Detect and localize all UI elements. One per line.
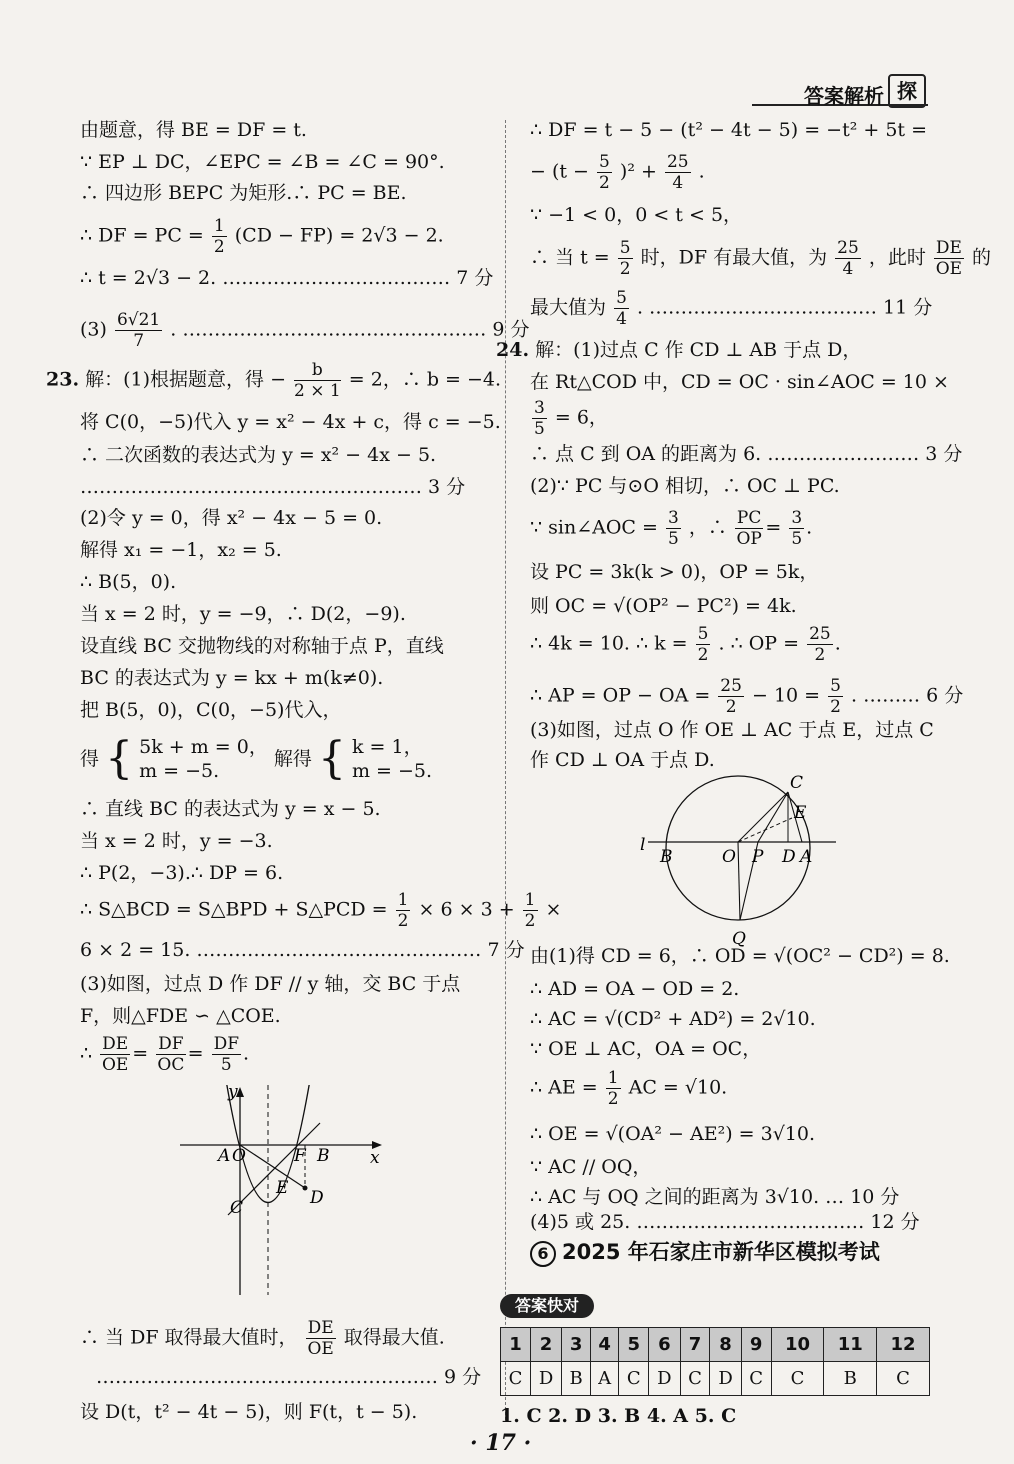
- answer-number: 6: [649, 1328, 680, 1362]
- denominator: 5: [534, 419, 545, 439]
- system-row: m = −5.: [139, 760, 220, 782]
- answer-letter: C: [501, 1362, 531, 1396]
- text-segment: ∴ DF = PC =: [80, 224, 204, 247]
- text-line: ……………………………………………… 9 分: [96, 1366, 482, 1388]
- text-segment: ∴ 当 DF 取得最大值时，: [80, 1326, 298, 1349]
- numerator: DE: [307, 1318, 334, 1338]
- text-line: (4)5 或 25. ……………………………… 12 分: [530, 1211, 920, 1233]
- answer-letter: C: [877, 1362, 930, 1396]
- question-number: 24.: [496, 339, 530, 361]
- segment-oq: [738, 842, 740, 920]
- formula-line: [80, 216, 444, 257]
- numerator: 5: [830, 676, 841, 696]
- numerator: 3: [667, 508, 679, 528]
- formula-line: [530, 288, 932, 329]
- answer-letter: C: [680, 1362, 710, 1396]
- denominator: 2: [619, 259, 631, 279]
- text-segment: 得: [80, 748, 100, 770]
- answer-number: 10: [771, 1328, 824, 1362]
- numerator: 6√21: [116, 310, 161, 330]
- text-segment: AC = √10.: [628, 1076, 728, 1099]
- label-d: D: [782, 847, 796, 867]
- text-line: ∴ t = 2√3 − 2. ……………………………… 7 分: [80, 267, 494, 289]
- text-line: ∴ DF = t − 5 − (t² − 4t − 5) = −t² + 5t =: [530, 119, 928, 141]
- answer-number: 5: [619, 1328, 649, 1362]
- text-line: 作 CD ⊥ OA 于点 D.: [530, 749, 715, 771]
- fraction: [100, 1034, 130, 1075]
- answer-summary-line: 1. C 2. D 3. B 4. A 5. C: [500, 1405, 737, 1427]
- text-segment: ∴ AP = OP − OA =: [530, 684, 711, 707]
- label-f: F: [294, 1146, 306, 1166]
- text-segment: 的: [971, 246, 991, 269]
- label-p: P: [752, 847, 764, 867]
- text-line: ∴ 直线 BC 的表达式为 y = x − 5.: [80, 798, 381, 820]
- formula-line: ∴ 4k = 10. ∴ k = $\frac{5}{2}$ . ∴ OP = $\frac{25}{2}$ .: [530, 624, 841, 665]
- numerator: DE: [935, 238, 962, 258]
- numerator: 5: [697, 624, 709, 644]
- answer-letter: C: [741, 1362, 771, 1396]
- label-c: C: [230, 1198, 244, 1218]
- denominator: OP: [736, 529, 762, 549]
- fraction: [597, 152, 612, 193]
- text-line: 解得 x₁ = −1，x₂ = 5.: [80, 539, 282, 561]
- formula-line: [80, 890, 561, 931]
- formula-line: ∵ sin∠AOC = $\frac{3}{5}$ ，∴ $\frac{PC}{OP}$ = $\frac{3}{5}$ .: [530, 508, 813, 549]
- answer-letter: B: [562, 1362, 591, 1396]
- answer-number-row: [501, 1328, 930, 1362]
- system-rows: [352, 735, 432, 783]
- text-line: ∴ B(5，0).: [80, 571, 177, 593]
- text-segment: ∵ sin∠AOC =: [530, 516, 658, 539]
- formula-line: [530, 238, 991, 279]
- numerator: 25: [837, 238, 859, 258]
- denominator: OE: [935, 259, 963, 279]
- text-line: ∵ OE ⊥ AC，OA = OC，: [530, 1038, 762, 1060]
- text-segment: 最大值为: [530, 296, 607, 319]
- fraction: [523, 890, 538, 931]
- label-c: C: [790, 773, 804, 793]
- denominator: 2: [830, 697, 841, 717]
- text-line: 设 PC = 3k(k > 0)，OP = 5k，: [530, 561, 819, 583]
- denominator: 2: [524, 911, 536, 931]
- label-q: Q: [732, 929, 746, 949]
- system-row: m = −5.: [351, 760, 433, 782]
- numerator: PC: [736, 508, 762, 528]
- text-segment: 时，DF 有最大值，为: [640, 246, 828, 269]
- numerator: 5: [599, 152, 610, 172]
- text-line: 设直线 BC 交抛物线的对称轴于点 P，直线: [80, 635, 444, 657]
- text-segment: − 10 =: [751, 684, 821, 707]
- text-segment: × 6 × 3 +: [418, 898, 515, 921]
- brace-icon: {: [105, 733, 134, 784]
- text-line: 设 D(t，t² − 4t − 5)，则 F(t，t − 5).: [80, 1401, 418, 1423]
- denominator: 2: [213, 237, 225, 257]
- text-segment: −: [530, 160, 546, 183]
- brand-logo: 探: [888, 74, 926, 108]
- answer-letter: B: [824, 1362, 877, 1396]
- numerator: 1: [213, 216, 225, 236]
- numerator: 3: [791, 508, 803, 528]
- label-o: O: [232, 1146, 246, 1166]
- fraction: [835, 238, 861, 279]
- denominator: 2: [725, 697, 737, 717]
- text-segment: 解：(1)过点 C 作 CD ⊥ AB 于点 D，: [535, 339, 862, 361]
- answer-letter: C: [619, 1362, 649, 1396]
- denominator: 5: [220, 1055, 232, 1075]
- answer-letter: C: [771, 1362, 824, 1396]
- text-line: ∴ OE = √(OA² − AE²) = 3√10.: [530, 1123, 816, 1145]
- label-b: B: [660, 847, 673, 867]
- text-line: ……………………………………………… 3 分: [80, 476, 466, 498]
- text-segment: 解得: [273, 748, 312, 770]
- denominator: 2: [814, 645, 826, 665]
- text-segment: = 2，∴ b = −4.: [348, 368, 502, 391]
- answer-number: 7: [680, 1328, 710, 1362]
- fraction: [212, 1034, 241, 1075]
- numerator: 3: [534, 398, 545, 418]
- answer-letter: D: [530, 1362, 561, 1396]
- label-b: B: [317, 1146, 330, 1166]
- text-segment: (3): [80, 318, 107, 341]
- brace-icon: {: [317, 733, 346, 784]
- header-title: 答案解析: [804, 84, 884, 108]
- text-segment: ∴ 当 t =: [530, 246, 610, 269]
- denominator: 2: [607, 1089, 619, 1109]
- text-line: 6 × 2 = 15. ……………………………………… 7 分: [80, 939, 525, 961]
- denominator: 4: [672, 173, 684, 193]
- text-segment: ∴: [80, 1042, 93, 1065]
- question-23-start: [46, 360, 501, 401]
- text-line: ∴ 四边形 BEPC 为矩形.∴ PC = BE.: [80, 182, 407, 204]
- fraction: [618, 238, 633, 279]
- fraction: [665, 152, 691, 193]
- text-line: 则 OC = √(OP² − PC²) = 4k.: [530, 595, 797, 617]
- denominator: 2 × 1: [294, 381, 341, 401]
- numerator: 1: [397, 890, 409, 910]
- text-segment: ∴ S△BCD = S△BPD + S△PCD =: [80, 898, 388, 921]
- fraction: [532, 398, 547, 439]
- text-line: ∵ AC // OQ，: [530, 1156, 652, 1178]
- section-title: [530, 1236, 880, 1267]
- text-line: ∴ 二次函数的表达式为 y = x² − 4x − 5.: [80, 444, 437, 466]
- text-segment: (t −: [551, 160, 589, 183]
- numerator: DE: [102, 1034, 129, 1054]
- answer-number: 3: [562, 1328, 591, 1362]
- text-segment: .: [698, 160, 705, 183]
- denominator: 5: [667, 529, 679, 549]
- numerator: DF: [158, 1034, 184, 1054]
- numerator: 25: [666, 152, 689, 172]
- text-line: (3)如图，过点 O 作 OE ⊥ AC 于点 E，过点 C: [530, 719, 934, 741]
- quick-answer-badge: 答案快对: [500, 1294, 594, 1318]
- text-line: ∴ 点 C 到 OA 的距离为 6. …………………… 3 分: [530, 443, 963, 465]
- formula-line: [530, 398, 608, 439]
- fraction: [606, 1068, 621, 1109]
- fraction: [212, 216, 227, 257]
- segment-oe: [738, 818, 792, 842]
- section-number: 6: [530, 1241, 556, 1267]
- text-line: ∴ AC = √(CD² + AD²) = 2√10.: [530, 1008, 816, 1030]
- fraction: [115, 310, 162, 351]
- system-rows: [139, 735, 268, 783]
- text-line: 将 C(0，−5)代入 y = x² − 4x + c，得 c = −5.: [80, 411, 501, 433]
- text-line: 当 x = 2 时，y = −3.: [80, 830, 273, 852]
- answer-number: 8: [710, 1328, 741, 1362]
- section-title-text: 2025 年石家庄市新华区模拟考试: [562, 1240, 880, 1264]
- denominator: 5: [791, 529, 803, 549]
- text-segment: ，∴: [688, 516, 727, 539]
- answer-number: 9: [741, 1328, 771, 1362]
- numerator: DF: [213, 1034, 239, 1054]
- text-segment: = 6，: [554, 406, 608, 429]
- formula-line: [530, 676, 963, 717]
- point-d: [303, 1186, 308, 1191]
- text-segment: . ……………………………… 11 分: [636, 296, 933, 319]
- question-number: 23.: [46, 368, 80, 391]
- denominator: 2: [599, 173, 610, 193]
- text-segment: . ……… 6 分: [851, 684, 964, 707]
- answer-number: 1: [501, 1328, 531, 1362]
- fraction: [614, 288, 629, 329]
- fraction: [666, 508, 681, 549]
- label-a: A: [218, 1146, 231, 1166]
- denominator: OC: [157, 1055, 185, 1075]
- denominator: 7: [133, 331, 145, 351]
- denominator: 4: [616, 309, 627, 329]
- fraction: [934, 238, 964, 279]
- text-line: (3)如图，过点 D 作 DF // y 轴，交 BC 于点: [80, 973, 461, 995]
- question-24-start: [496, 338, 861, 362]
- fraction: [156, 1034, 185, 1075]
- formula-line: [80, 1318, 445, 1359]
- denominator: 4: [842, 259, 854, 279]
- fraction: [718, 676, 744, 717]
- text-segment: ，此时: [868, 246, 926, 269]
- system-row: 5k + m = 0，: [139, 736, 268, 758]
- text-segment: ∴ AE =: [530, 1076, 598, 1099]
- text-line: (2)令 y = 0，得 x² − 4x − 5 = 0.: [80, 507, 383, 529]
- label-l: l: [640, 835, 646, 855]
- answer-number: 12: [877, 1328, 930, 1362]
- equation-system-line: [80, 735, 432, 787]
- fraction: [696, 624, 711, 665]
- text-segment: . ∴ OP =: [718, 632, 800, 655]
- text-line: F，则△FDE ∽ △COE.: [80, 1005, 281, 1027]
- numerator: 5: [619, 238, 631, 258]
- page-number: · 17 ·: [470, 1430, 532, 1456]
- text-line: BC 的表达式为 y = kx + m(k≠0).: [80, 667, 384, 689]
- formula-line: [530, 152, 705, 193]
- label-x: x: [370, 1148, 380, 1168]
- denominator: 2: [397, 911, 409, 931]
- text-segment: . ………………………………………… 9 分: [170, 318, 530, 341]
- formula-line: [80, 310, 530, 351]
- page-header: [752, 74, 928, 108]
- formula-line: ∴ $\frac{DE}{OE}$ = $\frac{DF}{OC}$ = $\frac{DF}{5}$ .: [80, 1034, 250, 1075]
- text-segment: )² +: [619, 160, 657, 183]
- text-segment: ×: [545, 898, 562, 921]
- text-line: 把 B(5，0)，C(0，−5)代入，: [80, 699, 342, 721]
- answer-letter: D: [649, 1362, 680, 1396]
- fraction: [306, 1318, 336, 1359]
- fraction: [807, 624, 833, 665]
- text-line: (2)∵ PC 与⊙O 相切，∴ OC ⊥ PC.: [530, 475, 840, 497]
- answer-number: 4: [590, 1328, 618, 1362]
- text-line: ∵ EP ⊥ DC，∠EPC = ∠B = ∠C = 90°.: [80, 151, 445, 173]
- text-segment: 取得最大值.: [343, 1326, 445, 1349]
- text-line: 在 Rt△COD 中，CD = OC · sin∠AOC = 10 ×: [530, 371, 949, 393]
- numerator: 5: [616, 288, 627, 308]
- label-o: O: [722, 847, 736, 867]
- answer-letter-row: [501, 1362, 930, 1396]
- formula-line: [530, 1068, 727, 1109]
- answer-number: 11: [824, 1328, 877, 1362]
- circle-figure: [640, 770, 840, 950]
- label-e: E: [794, 803, 807, 823]
- text-segment: (CD − FP) = 2√3 − 2.: [234, 224, 444, 247]
- text-line: ∴ P(2，−3).∴ DP = 6.: [80, 862, 284, 884]
- numerator: 1: [524, 890, 536, 910]
- text-line: ∴ AD = OA − OD = 2.: [530, 978, 740, 1000]
- answer-letter: A: [590, 1362, 618, 1396]
- label-d: D: [310, 1188, 324, 1208]
- denominator: OE: [101, 1055, 129, 1075]
- denominator: OE: [307, 1339, 334, 1359]
- text-segment: 解：(1)根据题意，得 −: [85, 368, 286, 391]
- system-row: k = 1，: [351, 736, 423, 758]
- answer-table: [500, 1327, 930, 1396]
- text-segment: ∴ 4k = 10. ∴ k =: [530, 632, 688, 655]
- text-line: 当 x = 2 时，y = −9，∴ D(2，−9).: [80, 603, 406, 625]
- numerator: 1: [607, 1068, 619, 1088]
- fraction: [396, 890, 411, 931]
- text-line: ∵ −1 < 0，0 < t < 5，: [530, 204, 743, 226]
- fraction: [735, 508, 763, 549]
- fraction: [828, 676, 843, 717]
- fraction: [294, 360, 341, 401]
- fraction: [789, 508, 804, 549]
- text-line: 由(1)得 CD = 6，∴ OD = √(OC² − CD²) = 8.: [530, 945, 950, 967]
- denominator: 2: [697, 645, 709, 665]
- text-line: 由题意，得 BE = DF = t.: [80, 119, 307, 141]
- numerator: 25: [809, 624, 831, 644]
- answer-letter: D: [710, 1362, 741, 1396]
- label-a: A: [800, 847, 813, 867]
- answer-number: 2: [530, 1328, 561, 1362]
- text-line: ∴ AC 与 OQ 之间的距离为 3√10. … 10 分: [530, 1186, 900, 1208]
- label-y: y: [228, 1085, 238, 1102]
- numerator: b: [294, 360, 341, 381]
- parabola-figure: [170, 1085, 400, 1305]
- label-e: E: [276, 1178, 289, 1198]
- numerator: 25: [720, 676, 742, 696]
